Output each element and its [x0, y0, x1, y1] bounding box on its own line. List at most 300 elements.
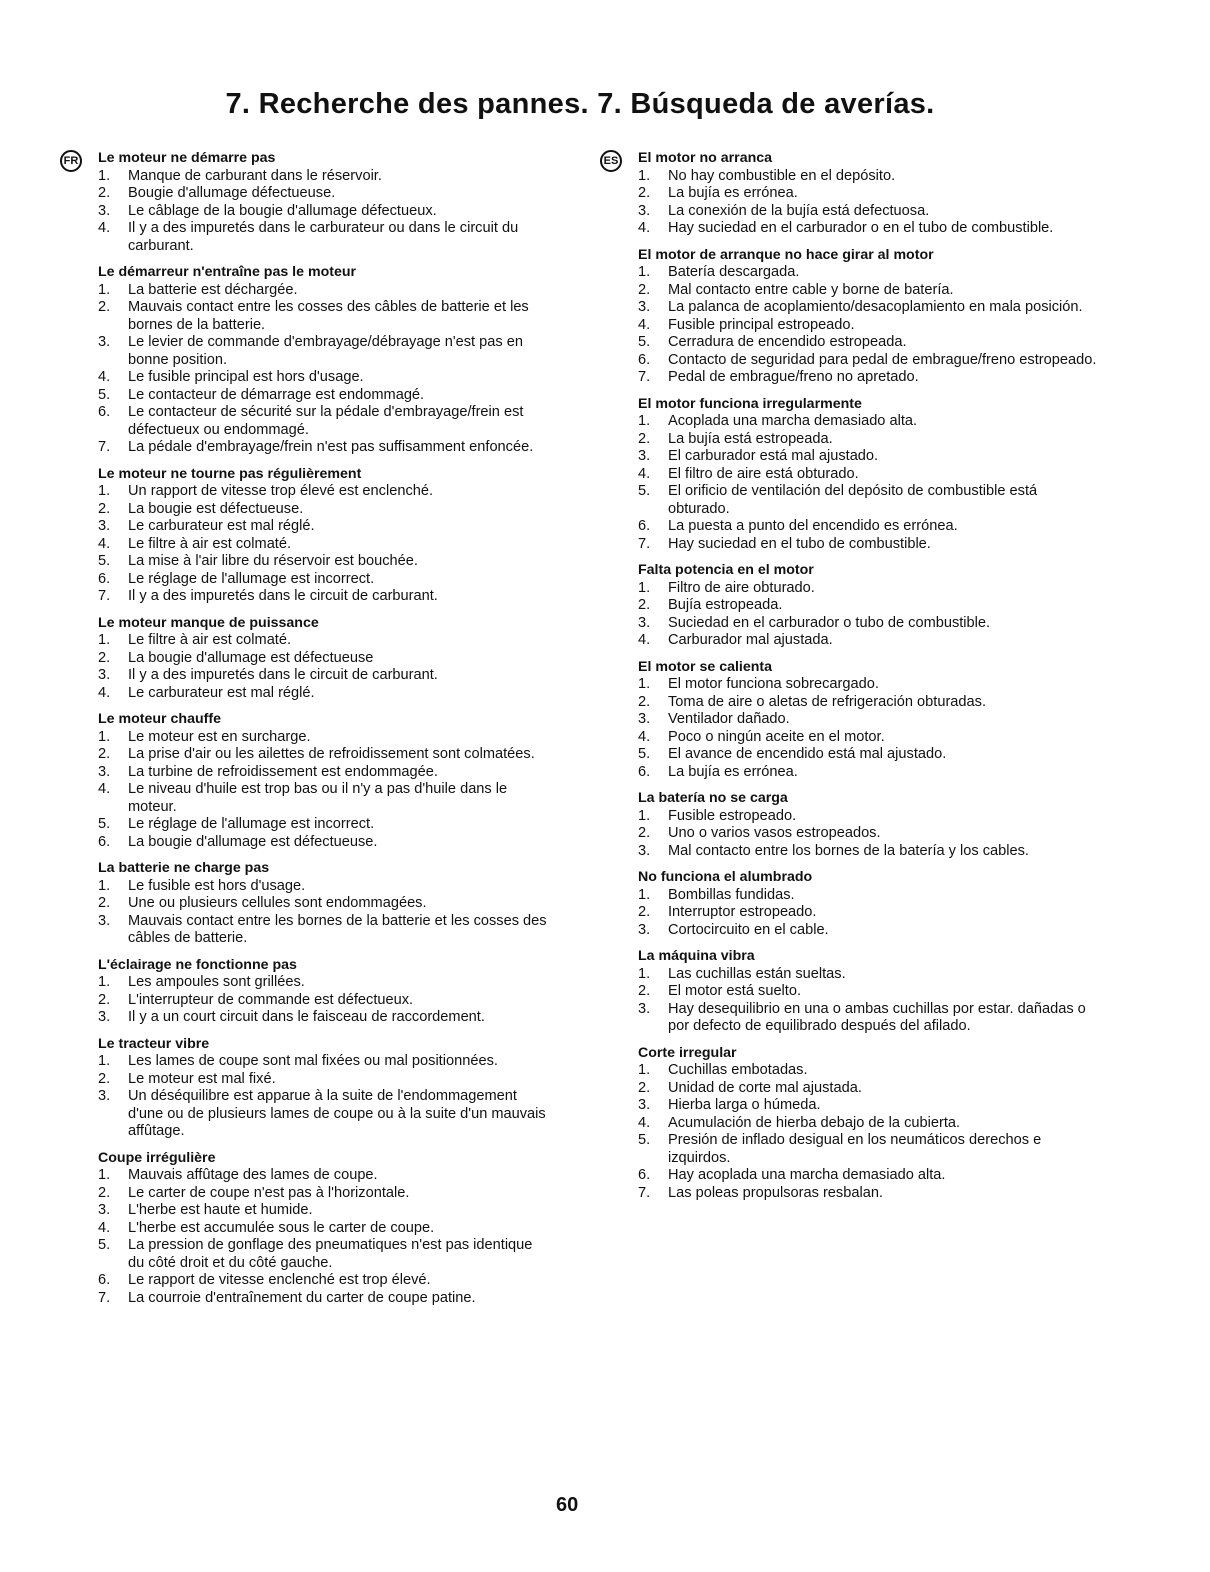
troubleshooting-section	[604, 1045, 1100, 1203]
item-text: Manque de carburant dans le réservoir.	[128, 167, 382, 184]
item-text: La courroie d'entraînement du carter de coupe patine.	[128, 1289, 476, 1306]
item-number: 5.	[638, 483, 651, 499]
troubleshooting-section	[604, 150, 1100, 238]
list-item	[64, 571, 554, 589]
section-heading: Le démarreur n'entraîne pas le moteur	[98, 264, 357, 280]
list-item	[64, 974, 554, 992]
list-item	[604, 825, 1100, 843]
section-heading: Le moteur manque de puissance	[98, 614, 319, 631]
item-number: 2.	[98, 1184, 111, 1201]
list-item	[64, 1053, 554, 1071]
item-number: 5.	[98, 553, 111, 569]
item-text: L'herbe est haute et humide.	[128, 1202, 313, 1218]
troubleshooting-section	[604, 869, 1100, 939]
section-heading: El motor funciona irregularmente	[638, 395, 862, 412]
list-item	[604, 264, 1100, 282]
item-text: Les lames de coupe sont mal fixées ou mal positionnées.	[128, 1053, 498, 1069]
list-item	[64, 878, 554, 896]
list-item	[604, 580, 1100, 598]
item-number: 1.	[98, 877, 111, 894]
item-number: 4.	[638, 220, 651, 236]
item-text: El motor funciona sobrecargado.	[668, 676, 879, 692]
item-number: 2.	[638, 281, 651, 298]
list-item	[64, 334, 554, 369]
list-item	[604, 966, 1100, 984]
section-heading: Corte irregular	[638, 1044, 737, 1061]
list-item	[64, 369, 554, 387]
troubleshooting-section	[604, 396, 1100, 554]
item-text: Poco o ningún aceite en el motor.	[668, 728, 885, 745]
list-item	[604, 694, 1100, 712]
list-item	[604, 632, 1100, 650]
item-number: 5.	[638, 1132, 651, 1148]
item-text: Filtro de aire obturado.	[668, 579, 815, 596]
list-item	[604, 369, 1100, 387]
list-item	[64, 1220, 554, 1238]
item-text: La bujía es errónea.	[668, 185, 798, 201]
item-number: 7.	[638, 369, 651, 385]
list-item	[604, 711, 1100, 729]
item-text: Acumulación de hierba debajo de la cubierta.	[668, 1114, 961, 1131]
french-column	[64, 150, 554, 1307]
item-number: 3.	[98, 912, 111, 929]
item-number: 2.	[98, 649, 111, 666]
item-text: Un déséquilibre est apparue à la suite de l'endommagement d'une ou de plusieurs lames de coupe ou à la suite d'un mauvais affûtage.	[128, 1088, 546, 1139]
list-item	[64, 729, 554, 747]
es-language-icon: ES	[600, 150, 622, 172]
list-item	[604, 729, 1100, 747]
item-number: 1.	[98, 974, 111, 990]
item-text: Le contacteur de démarrage est endommagé.	[128, 386, 425, 403]
item-number: 3.	[638, 921, 651, 938]
item-text: Hay suciedad en el carburador o en el tubo de combustible.	[668, 220, 1054, 236]
item-number: 1.	[638, 1062, 651, 1078]
list-item	[64, 685, 554, 703]
item-number: 7.	[98, 1289, 111, 1306]
item-text: Le réglage de l'allumage est incorrect.	[128, 816, 375, 832]
item-text: El carburador está mal ajustado.	[668, 448, 879, 464]
troubleshooting-section	[64, 1036, 554, 1141]
item-text: La bujía está estropeada.	[668, 430, 833, 447]
list-item	[64, 299, 554, 334]
item-text: Las poleas propulsoras resbalan.	[668, 1184, 883, 1201]
section-heading: El motor se calienta	[638, 658, 773, 675]
item-text: Le réglage de l'allumage est incorrect.	[128, 570, 375, 587]
item-number: 3.	[98, 202, 111, 219]
list-item	[64, 1272, 554, 1290]
troubleshooting-section	[64, 860, 554, 948]
item-number: 1.	[98, 728, 111, 745]
item-number: 6.	[638, 1167, 651, 1183]
troubleshooting-section	[64, 466, 554, 606]
item-text: La palanca de acoplamiento/desacoplamiento en mala posición.	[668, 299, 1083, 315]
list-item	[64, 1167, 554, 1185]
list-item	[64, 439, 554, 457]
cause-list	[64, 974, 554, 1027]
list-item	[64, 518, 554, 536]
list-item	[604, 676, 1100, 694]
item-text: Batería descargada.	[668, 264, 800, 280]
item-number: 4.	[638, 316, 651, 333]
fr-language-icon: FR	[60, 150, 82, 172]
troubleshooting-section	[64, 1150, 554, 1308]
item-text: Le filtre à air est colmaté.	[128, 632, 292, 648]
item-text: El filtro de aire está obturado.	[668, 465, 859, 482]
item-number: 3.	[98, 1202, 111, 1218]
list-item	[604, 168, 1100, 186]
list-item	[604, 764, 1100, 782]
list-item	[64, 553, 554, 571]
list-item	[64, 220, 554, 255]
item-number: 4.	[638, 728, 651, 745]
item-number: 3.	[638, 614, 651, 631]
item-text: Le moteur est mal fixé.	[128, 1070, 276, 1087]
item-text: Le niveau d'huile est trop bas ou il n'y a pas d'huile dans le moteur.	[128, 781, 508, 815]
item-number: 2.	[638, 597, 651, 613]
section-heading: Le moteur ne démarre pas	[98, 150, 276, 166]
item-number: 3.	[638, 299, 651, 315]
item-text: Le moteur est en surcharge.	[128, 728, 311, 745]
troubleshooting-section	[604, 790, 1100, 860]
item-number: 2.	[98, 991, 111, 1008]
item-number: 6.	[98, 1272, 111, 1288]
list-item	[604, 746, 1100, 764]
list-item	[604, 466, 1100, 484]
item-text: La bougie est défectueuse.	[128, 500, 304, 517]
list-item	[604, 1167, 1100, 1185]
troubleshooting-section	[604, 948, 1100, 1036]
cause-list	[64, 168, 554, 256]
cause-list	[64, 1167, 554, 1307]
list-item	[604, 185, 1100, 203]
item-number: 4.	[98, 684, 111, 701]
list-item	[604, 317, 1100, 335]
item-text: Fusible principal estropeado.	[668, 316, 855, 333]
item-number: 1.	[98, 1167, 111, 1183]
cause-list	[604, 887, 1100, 940]
item-text: El avance de encendido está mal ajustado.	[668, 746, 947, 762]
item-number: 6.	[638, 763, 651, 780]
item-text: Fusible estropeado.	[668, 807, 797, 824]
page-number: 60	[556, 1494, 579, 1516]
item-number: 2.	[98, 500, 111, 517]
troubleshooting-section	[64, 264, 554, 457]
list-item	[604, 1132, 1100, 1167]
list-item	[604, 1001, 1100, 1036]
item-number: 6.	[98, 404, 111, 420]
list-item	[64, 588, 554, 606]
section-heading: La batterie ne charge pas	[98, 860, 270, 876]
item-number: 4.	[638, 632, 651, 648]
list-item	[64, 632, 554, 650]
section-heading: Coupe irrégulière	[98, 1149, 216, 1166]
item-text: Le câblage de la bougie d'allumage défectueux.	[128, 202, 437, 219]
list-item	[64, 667, 554, 685]
cause-list	[64, 483, 554, 606]
item-number: 4.	[638, 1114, 651, 1131]
item-text: El orificio de ventilación del depósito de combustible está obturado.	[668, 483, 1038, 517]
section-heading: La máquina vibra	[638, 948, 755, 964]
list-item	[604, 282, 1100, 300]
list-item	[604, 1115, 1100, 1133]
item-text: La mise à l'air libre du réservoir est bouchée.	[128, 553, 418, 569]
item-number: 5.	[638, 746, 651, 762]
item-text: Un rapport de vitesse trop élevé est enclenché.	[128, 483, 434, 499]
item-text: La pression de gonflage des pneumatiques n'est pas identique du côté droit et du côté gauche.	[128, 1237, 533, 1271]
list-item	[64, 168, 554, 186]
item-text: Le carburateur est mal réglé.	[128, 518, 315, 534]
list-item	[64, 834, 554, 852]
item-text: Une ou plusieurs cellules sont endommagées.	[128, 895, 427, 911]
item-text: Il y a des impuretés dans le carburateur ou dans le circuit du carburant.	[128, 220, 519, 254]
section-heading: La batería no se carga	[638, 790, 788, 806]
item-number: 7.	[98, 588, 111, 604]
section-heading: L'éclairage ne fonctionne pas	[98, 956, 297, 973]
list-item	[64, 895, 554, 913]
item-number: 3.	[638, 711, 651, 727]
cause-list	[604, 808, 1100, 861]
item-text: Le fusible principal est hors d'usage.	[128, 369, 364, 385]
list-item	[604, 352, 1100, 370]
list-item	[604, 1097, 1100, 1115]
item-number: 3.	[638, 1000, 651, 1017]
list-item	[604, 1185, 1100, 1203]
item-text: Hay suciedad en el tubo de combustible.	[668, 535, 931, 552]
item-number: 7.	[638, 535, 651, 552]
item-number: 3.	[98, 667, 111, 683]
item-number: 3.	[98, 518, 111, 534]
list-item	[604, 536, 1100, 554]
item-number: 1.	[638, 807, 651, 824]
item-text: Carburador mal ajustada.	[668, 632, 833, 648]
cause-list	[64, 632, 554, 702]
list-item	[604, 431, 1100, 449]
list-item	[64, 203, 554, 221]
item-number: 6.	[98, 570, 111, 587]
item-text: La batterie est déchargée.	[128, 281, 298, 298]
item-text: Suciedad en el carburador o tubo de combustible.	[668, 614, 991, 631]
item-text: La conexión de la bujía está defectuosa.	[668, 202, 930, 219]
cause-list	[604, 168, 1100, 238]
item-number: 1.	[638, 579, 651, 596]
troubleshooting-section	[64, 711, 554, 851]
item-number: 2.	[638, 430, 651, 447]
item-text: La bujía es errónea.	[668, 763, 798, 780]
item-number: 5.	[98, 1237, 111, 1253]
cause-list	[604, 580, 1100, 650]
list-item	[64, 1237, 554, 1272]
item-text: Contacto de seguridad para pedal de embrague/freno estropeado.	[668, 351, 1097, 368]
list-item	[604, 203, 1100, 221]
item-number: 3.	[98, 1088, 111, 1104]
item-text: Il y a des impuretés dans le circuit de carburant.	[128, 588, 438, 604]
item-number: 1.	[98, 1053, 111, 1069]
item-text: El motor está suelto.	[668, 983, 802, 999]
item-text: Mauvais contact entre les cosses des câbles de batterie et les bornes de la batterie.	[128, 299, 529, 333]
item-number: 2.	[638, 904, 651, 920]
item-text: Bombillas fundidas.	[668, 886, 795, 903]
list-item	[64, 816, 554, 834]
item-number: 2.	[98, 746, 111, 762]
list-item	[604, 887, 1100, 905]
list-item	[64, 1185, 554, 1203]
item-text: Cortocircuito en el cable.	[668, 921, 829, 938]
item-text: La bougie d'allumage est défectueuse	[128, 649, 374, 666]
item-number: 2.	[98, 299, 111, 315]
item-number: 2.	[638, 983, 651, 999]
list-item	[64, 913, 554, 948]
item-number: 1.	[638, 886, 651, 903]
list-item	[64, 1290, 554, 1308]
item-text: La turbine de refroidissement est endommagée.	[128, 763, 438, 780]
item-text: Le fusible est hors d'usage.	[128, 877, 306, 894]
item-text: La pédale d'embrayage/frein n'est pas suffisamment enfoncée.	[128, 439, 534, 455]
troubleshooting-section	[604, 562, 1100, 650]
list-item	[604, 922, 1100, 940]
item-number: 2.	[638, 185, 651, 201]
item-number: 3.	[638, 448, 651, 464]
list-item	[64, 650, 554, 668]
list-item	[604, 413, 1100, 431]
list-item	[604, 220, 1100, 238]
item-text: Il y a des impuretés dans le circuit de carburant.	[128, 667, 438, 683]
list-item	[604, 615, 1100, 633]
item-number: 3.	[98, 334, 111, 350]
item-number: 6.	[638, 351, 651, 368]
item-number: 7.	[98, 439, 111, 455]
list-item	[64, 282, 554, 300]
item-text: Toma de aire o aletas de refrigeración obturadas.	[668, 693, 987, 710]
item-text: Mauvais affûtage des lames de coupe.	[128, 1167, 378, 1183]
section-heading: No funciona el alumbrado	[638, 869, 813, 885]
item-text: Les ampoules sont grillées.	[128, 974, 305, 990]
item-text: Hay acoplada una marcha demasiado alta.	[668, 1167, 946, 1183]
list-item	[64, 185, 554, 203]
list-item	[64, 387, 554, 405]
cause-list	[64, 282, 554, 457]
item-number: 1.	[638, 264, 651, 280]
item-text: Mal contacto entre cable y borne de batería.	[668, 281, 954, 298]
item-text: La puesta a punto del encendido es errónea.	[668, 518, 958, 534]
list-item	[64, 1088, 554, 1141]
item-text: Presión de inflado desigual en los neumáticos derechos e izquirdos.	[668, 1132, 1042, 1166]
list-item	[604, 904, 1100, 922]
item-number: 3.	[98, 763, 111, 780]
item-number: 1.	[98, 167, 111, 184]
item-number: 1.	[98, 483, 111, 499]
list-item	[604, 518, 1100, 536]
item-text: Hay desequilibrio en una o ambas cuchillas por estar. dañadas o por defecto de equilibrado después del afilado.	[668, 1000, 1086, 1034]
item-number: 2.	[638, 693, 651, 710]
item-number: 1.	[98, 632, 111, 648]
item-text: Le carter de coupe n'est pas à l'horizontale.	[128, 1184, 410, 1201]
item-number: 1.	[638, 413, 651, 429]
troubleshooting-section	[604, 659, 1100, 782]
item-text: Cerradura de encendido estropeada.	[668, 334, 907, 350]
list-item	[64, 404, 554, 439]
troubleshooting-section	[64, 150, 554, 255]
list-item	[604, 843, 1100, 861]
item-text: Uno o varios vasos estropeados.	[668, 825, 881, 841]
cause-list	[604, 676, 1100, 781]
item-number: 1.	[638, 676, 651, 692]
item-text: Le filtre à air est colmaté.	[128, 535, 292, 552]
item-number: 5.	[638, 334, 651, 350]
item-number: 2.	[98, 895, 111, 911]
item-number: 4.	[98, 220, 111, 236]
section-heading: Le moteur chauffe	[98, 711, 221, 727]
item-text: La bougie d'allumage est défectueuse.	[128, 833, 378, 850]
item-number: 1.	[638, 965, 651, 982]
item-text: Ventilador dañado.	[668, 711, 790, 727]
item-number: 4.	[638, 465, 651, 482]
list-item	[604, 448, 1100, 466]
list-item	[64, 483, 554, 501]
spanish-column	[604, 150, 1100, 1202]
item-number: 5.	[98, 386, 111, 403]
item-number: 2.	[98, 185, 111, 201]
item-text: Pedal de embrague/freno no apretado.	[668, 369, 919, 385]
list-item	[604, 1080, 1100, 1098]
item-text: Acoplada una marcha demasiado alta.	[668, 413, 918, 429]
item-number: 1.	[98, 281, 111, 298]
troubleshooting-section	[64, 615, 554, 703]
item-number: 3.	[638, 202, 651, 219]
item-text: Bujía estropeada.	[668, 597, 783, 613]
troubleshooting-section	[604, 247, 1100, 387]
item-text: Bougie d'allumage défectueuse.	[128, 185, 336, 201]
item-text: Il y a un court circuit dans le faisceau de raccordement.	[128, 1009, 485, 1025]
list-item	[604, 1062, 1100, 1080]
cause-list	[604, 264, 1100, 387]
troubleshooting-section	[64, 957, 554, 1027]
section-heading: Le moteur ne tourne pas régulièrement	[98, 465, 362, 482]
item-text: L'herbe est accumulée sous le carter de coupe.	[128, 1219, 435, 1236]
item-text: Cuchillas embotadas.	[668, 1062, 808, 1078]
list-item	[64, 781, 554, 816]
item-text: Interruptor estropeado.	[668, 904, 817, 920]
item-text: Las cuchillas están sueltas.	[668, 965, 846, 982]
cause-list	[604, 413, 1100, 553]
item-number: 2.	[638, 1079, 651, 1096]
cause-list	[64, 729, 554, 852]
item-text: Unidad de corte mal ajustada.	[668, 1079, 862, 1096]
list-item	[64, 1009, 554, 1027]
section-heading: El motor no arranca	[638, 150, 773, 166]
item-text: Le levier de commande d'embrayage/débrayage n'est pas en bonne position.	[128, 334, 523, 368]
list-item	[64, 746, 554, 764]
list-item	[604, 334, 1100, 352]
cause-list	[64, 878, 554, 948]
item-number: 4.	[98, 535, 111, 552]
item-number: 7.	[638, 1184, 651, 1201]
list-item	[604, 597, 1100, 615]
list-item	[604, 983, 1100, 1001]
page-title: 7. Recherche des pannes. 7. Búsqueda de averías.	[225, 88, 935, 120]
section-heading: El motor de arranque no hace girar al motor	[638, 246, 934, 263]
cause-list	[604, 1062, 1100, 1202]
item-number: 1.	[638, 167, 651, 184]
item-number: 4.	[98, 369, 111, 385]
item-number: 2.	[98, 1070, 111, 1087]
item-number: 2.	[638, 825, 651, 841]
list-item	[604, 299, 1100, 317]
list-item	[64, 764, 554, 782]
cause-list	[604, 966, 1100, 1036]
item-number: 5.	[98, 816, 111, 832]
list-item	[604, 483, 1100, 518]
item-number: 6.	[638, 518, 651, 534]
